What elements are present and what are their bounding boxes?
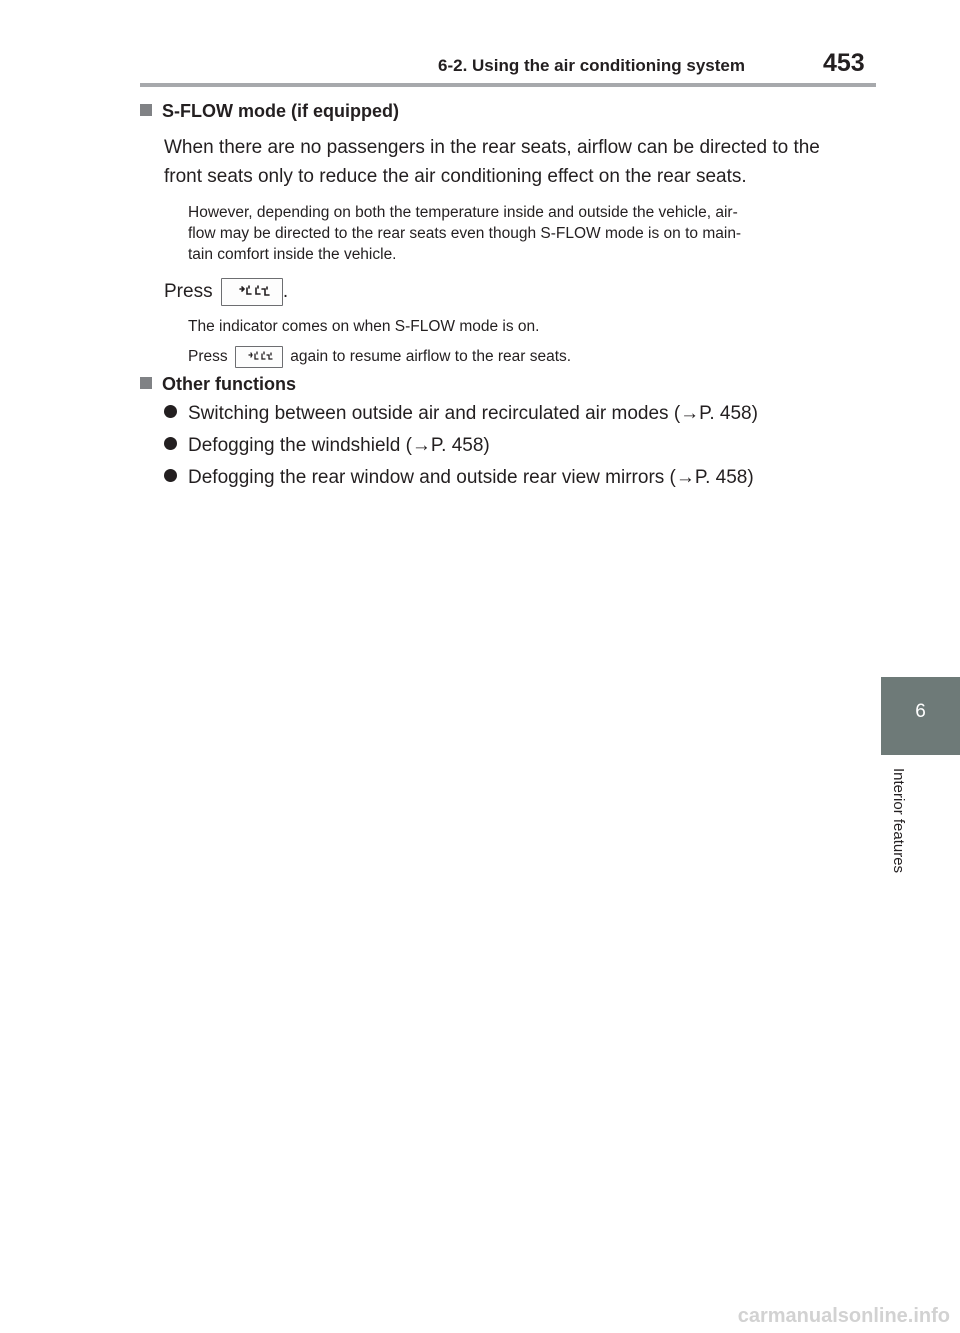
s-flow-button[interactable] — [221, 278, 283, 306]
bullet-icon — [164, 405, 177, 418]
sflow-note — [188, 202, 836, 265]
header-rule — [140, 83, 876, 87]
sflow-note-line: tain comfort inside the vehicle. — [188, 246, 397, 263]
list-item — [164, 435, 490, 457]
press-period: . — [282, 281, 289, 303]
bullet-icon — [164, 437, 177, 450]
chapter-number: 6 — [915, 701, 926, 722]
heading-square-icon — [140, 377, 152, 389]
chapter-tab[interactable] — [881, 677, 960, 755]
press-label: Press — [164, 281, 213, 303]
sflow-heading-text: S-FLOW mode (if equipped) — [162, 101, 399, 121]
other-heading — [140, 374, 296, 395]
page-number: 453 — [823, 49, 865, 77]
press-instruction — [164, 278, 288, 306]
press-again-label: Press — [188, 348, 228, 366]
sflow-paragraph — [164, 133, 844, 191]
list-item-text: Defogging the rear window and outside rear view mirrors (→P. 458) — [188, 467, 754, 488]
s-flow-button-small[interactable] — [235, 346, 283, 368]
bullet-icon — [164, 469, 177, 482]
s-flow-seat-icon — [236, 347, 282, 367]
heading-square-icon — [140, 104, 152, 116]
chapter-label-text: Interior features — [890, 768, 907, 874]
other-heading-text: Other functions — [162, 374, 296, 394]
press-again-instruction — [188, 346, 571, 368]
list-item-text: Defogging the windshield (→P. 458) — [188, 435, 490, 456]
s-flow-seat-icon — [222, 279, 282, 305]
indicator-note: The indicator comes on when S-FLOW mode is on. — [188, 318, 540, 335]
list-item-text: Switching between outside air and recirculated air modes (→P. 458) — [188, 403, 758, 424]
sflow-heading — [140, 101, 399, 122]
section-title: 6-2. Using the air conditioning system — [438, 56, 745, 75]
sflow-note-line: flow may be directed to the rear seats even though S-FLOW mode is on to main- — [188, 225, 742, 242]
sflow-paragraph-line: front seats only to reduce the air conditioning effect on the rear seats. — [164, 166, 747, 187]
watermark: carmanualsonline.info — [737, 1305, 950, 1327]
sflow-paragraph-line: When there are no passengers in the rear seats, airflow can be directed to the — [164, 137, 820, 158]
list-item — [164, 467, 754, 489]
list-item — [164, 403, 758, 425]
chapter-label — [889, 768, 909, 908]
sflow-note-line: However, depending on both the temperature inside and outside the vehicle, air- — [188, 204, 738, 221]
press-again-suffix: again to resume airflow to the rear seats. — [290, 348, 572, 366]
